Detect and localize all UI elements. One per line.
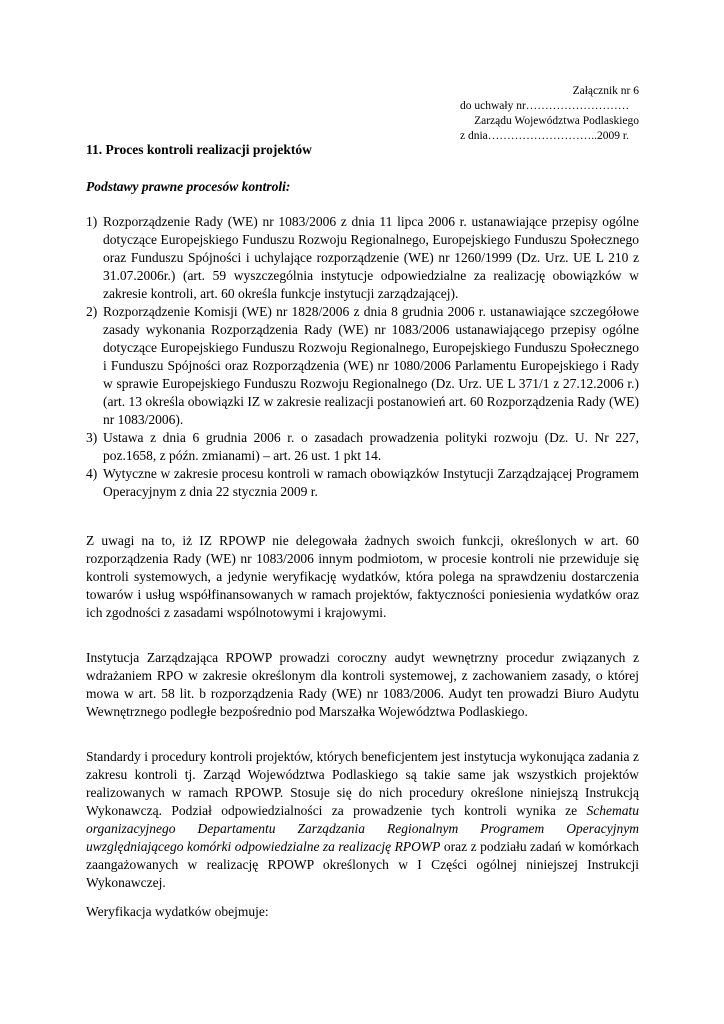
list-item-text: Wytyczne w zakresie procesu kontroli w ramach obowiązków Instytucji Zarządzającej Programem Operacyjnym z dnia 22 stycznia 2009 r.	[103, 466, 639, 499]
annex-board: Zarządu Województwa Podlaskiego	[474, 115, 639, 127]
annex-header	[460, 84, 639, 144]
section-title: 11. Proces kontroli realizacji projektów	[86, 142, 312, 157]
annex-resolution: do uchwały nr………………………	[460, 100, 630, 112]
list-item-text: Ustawa z dnia 6 grudnia 2006 r. o zasadach prowadzenia polityki rozwoju (Dz. U. Nr 227, poz.1658, z późn. zmianami) – art. 26 ust. 1 pkt 14.	[103, 430, 639, 463]
list-item	[86, 465, 639, 501]
list-item-number: 1)	[86, 214, 98, 229]
paragraph-standards-italic: Schematu organizacyjnego Departamentu Zarządzania Regionalnym Programem Operacyjnym uwzględniającego komórki odpowiedzialne za realizację RPOWP	[86, 803, 639, 854]
annex-date: z dnia………………………..2009 r.	[460, 130, 629, 142]
legal-basis-list	[86, 213, 639, 501]
paragraph-verification: Weryfikacja wydatków obejmuje:	[86, 904, 269, 919]
paragraph-standards-part1: Standardy i procedury kontroli projektów, których beneficjentem jest instytucja wykonująca zadania z zakresu kontroli tj. Zarząd Województwa Podlaskiego są takie same jak wszystkich projektów realizowanych w ramach RPOWP. Stosuje się do nich procedury określone niniejszą Instrukcją Wykonawczą. Podział odpowiedzialności za prowadzenie tych kontroli wynika ze	[86, 749, 639, 818]
list-item	[86, 303, 639, 429]
paragraph-standards	[86, 748, 639, 892]
list-item-number: 4)	[86, 466, 98, 481]
list-item-text: Rozporządzenie Komisji (WE) nr 1828/2006 z dnia 8 grudnia 2006 r. ustanawiające szczegółowe zasady wykonania Rozporządzenia Rady (WE) nr 1083/2006 ustanawiającego przepisy ogólne dotyczące Europejskiego Funduszu Rozwoju Regionalnego, Europejskiego Funduszu Społecznego i Funduszu Spójności oraz Rozporządzenia (WE) nr 1080/2006 Parlamentu Europejskiego i Rady w sprawie Europejskiego Funduszu Rozwoju Regionalnego (Dz. Urz. UE L 371/1 z 27.12.2006 r.) (art. 13 określa obowiązki IZ w zakresie realizacji postanowień art. 60 Rozporządzenia Rady (WE) nr 1083/2006).	[103, 304, 639, 427]
paragraph-internal-audit: Instytucja Zarządzająca RPOWP prowadzi coroczny audyt wewnętrzny procedur związanych z wdrażaniem RPO w zakresie określonym dla kontroli systemowej, z zachowaniem zasady, o której mowa w art. 58 lit. b rozporządzenia Rady (WE) nr 1083/2006. Audyt ten prowadzi Biuro Audytu Wewnętrznego podległe bezpośrednio pod Marszałka Województwa Podlaskiego.	[86, 650, 639, 719]
list-item-text: Rozporządzenie Rady (WE) nr 1083/2006 z dnia 11 lipca 2006 r. ustanawiające przepisy ogólne dotyczące Europejskiego Funduszu Rozwoju Regionalnego, Europejskiego Funduszu Społecznego oraz Funduszu Spójności i uchylające rozporządzenie (WE) nr 1260/1999 (Dz. Urz. UE L 210 z 31.07.2006r.) (art. 59 wyszczególnia instytucje odpowiedzialne za realizację obowiązków w zakresie kontroli, art. 60 określa funkcje instytucji zarządzającej).	[103, 214, 639, 301]
list-item	[86, 429, 639, 465]
section-subtitle: Podstawy prawne procesów kontroli:	[86, 179, 291, 194]
annex-number: Załącznik nr 6	[572, 85, 639, 97]
list-item-number: 2)	[86, 304, 98, 319]
list-item	[86, 213, 639, 303]
paragraph-delegation: Z uwagi na to, iż IZ RPOWP nie delegowała żadnych swoich funkcji, określonych w art. 60 rozporządzenia Rady (WE) nr 1083/2006 innym podmiotom, w procesie kontroli nie przewiduje się kontroli systemowych, a jedynie weryfikację wydatków, która polega na sprawdzeniu dostarczenia towarów i usług współfinansowanych w ramach projektów, faktyczności poniesienia wydatków oraz ich zgodności z zasadami wspólnotowymi i krajowymi.	[86, 533, 639, 620]
paragraph-standards-part2: oraz z podziału zadań w komórkach zaangażowanych w realizację RPOWP określonych w I Części ogólnej niniejszej Instrukcji Wykonawczej.	[86, 839, 639, 890]
list-item-number: 3)	[86, 430, 98, 445]
